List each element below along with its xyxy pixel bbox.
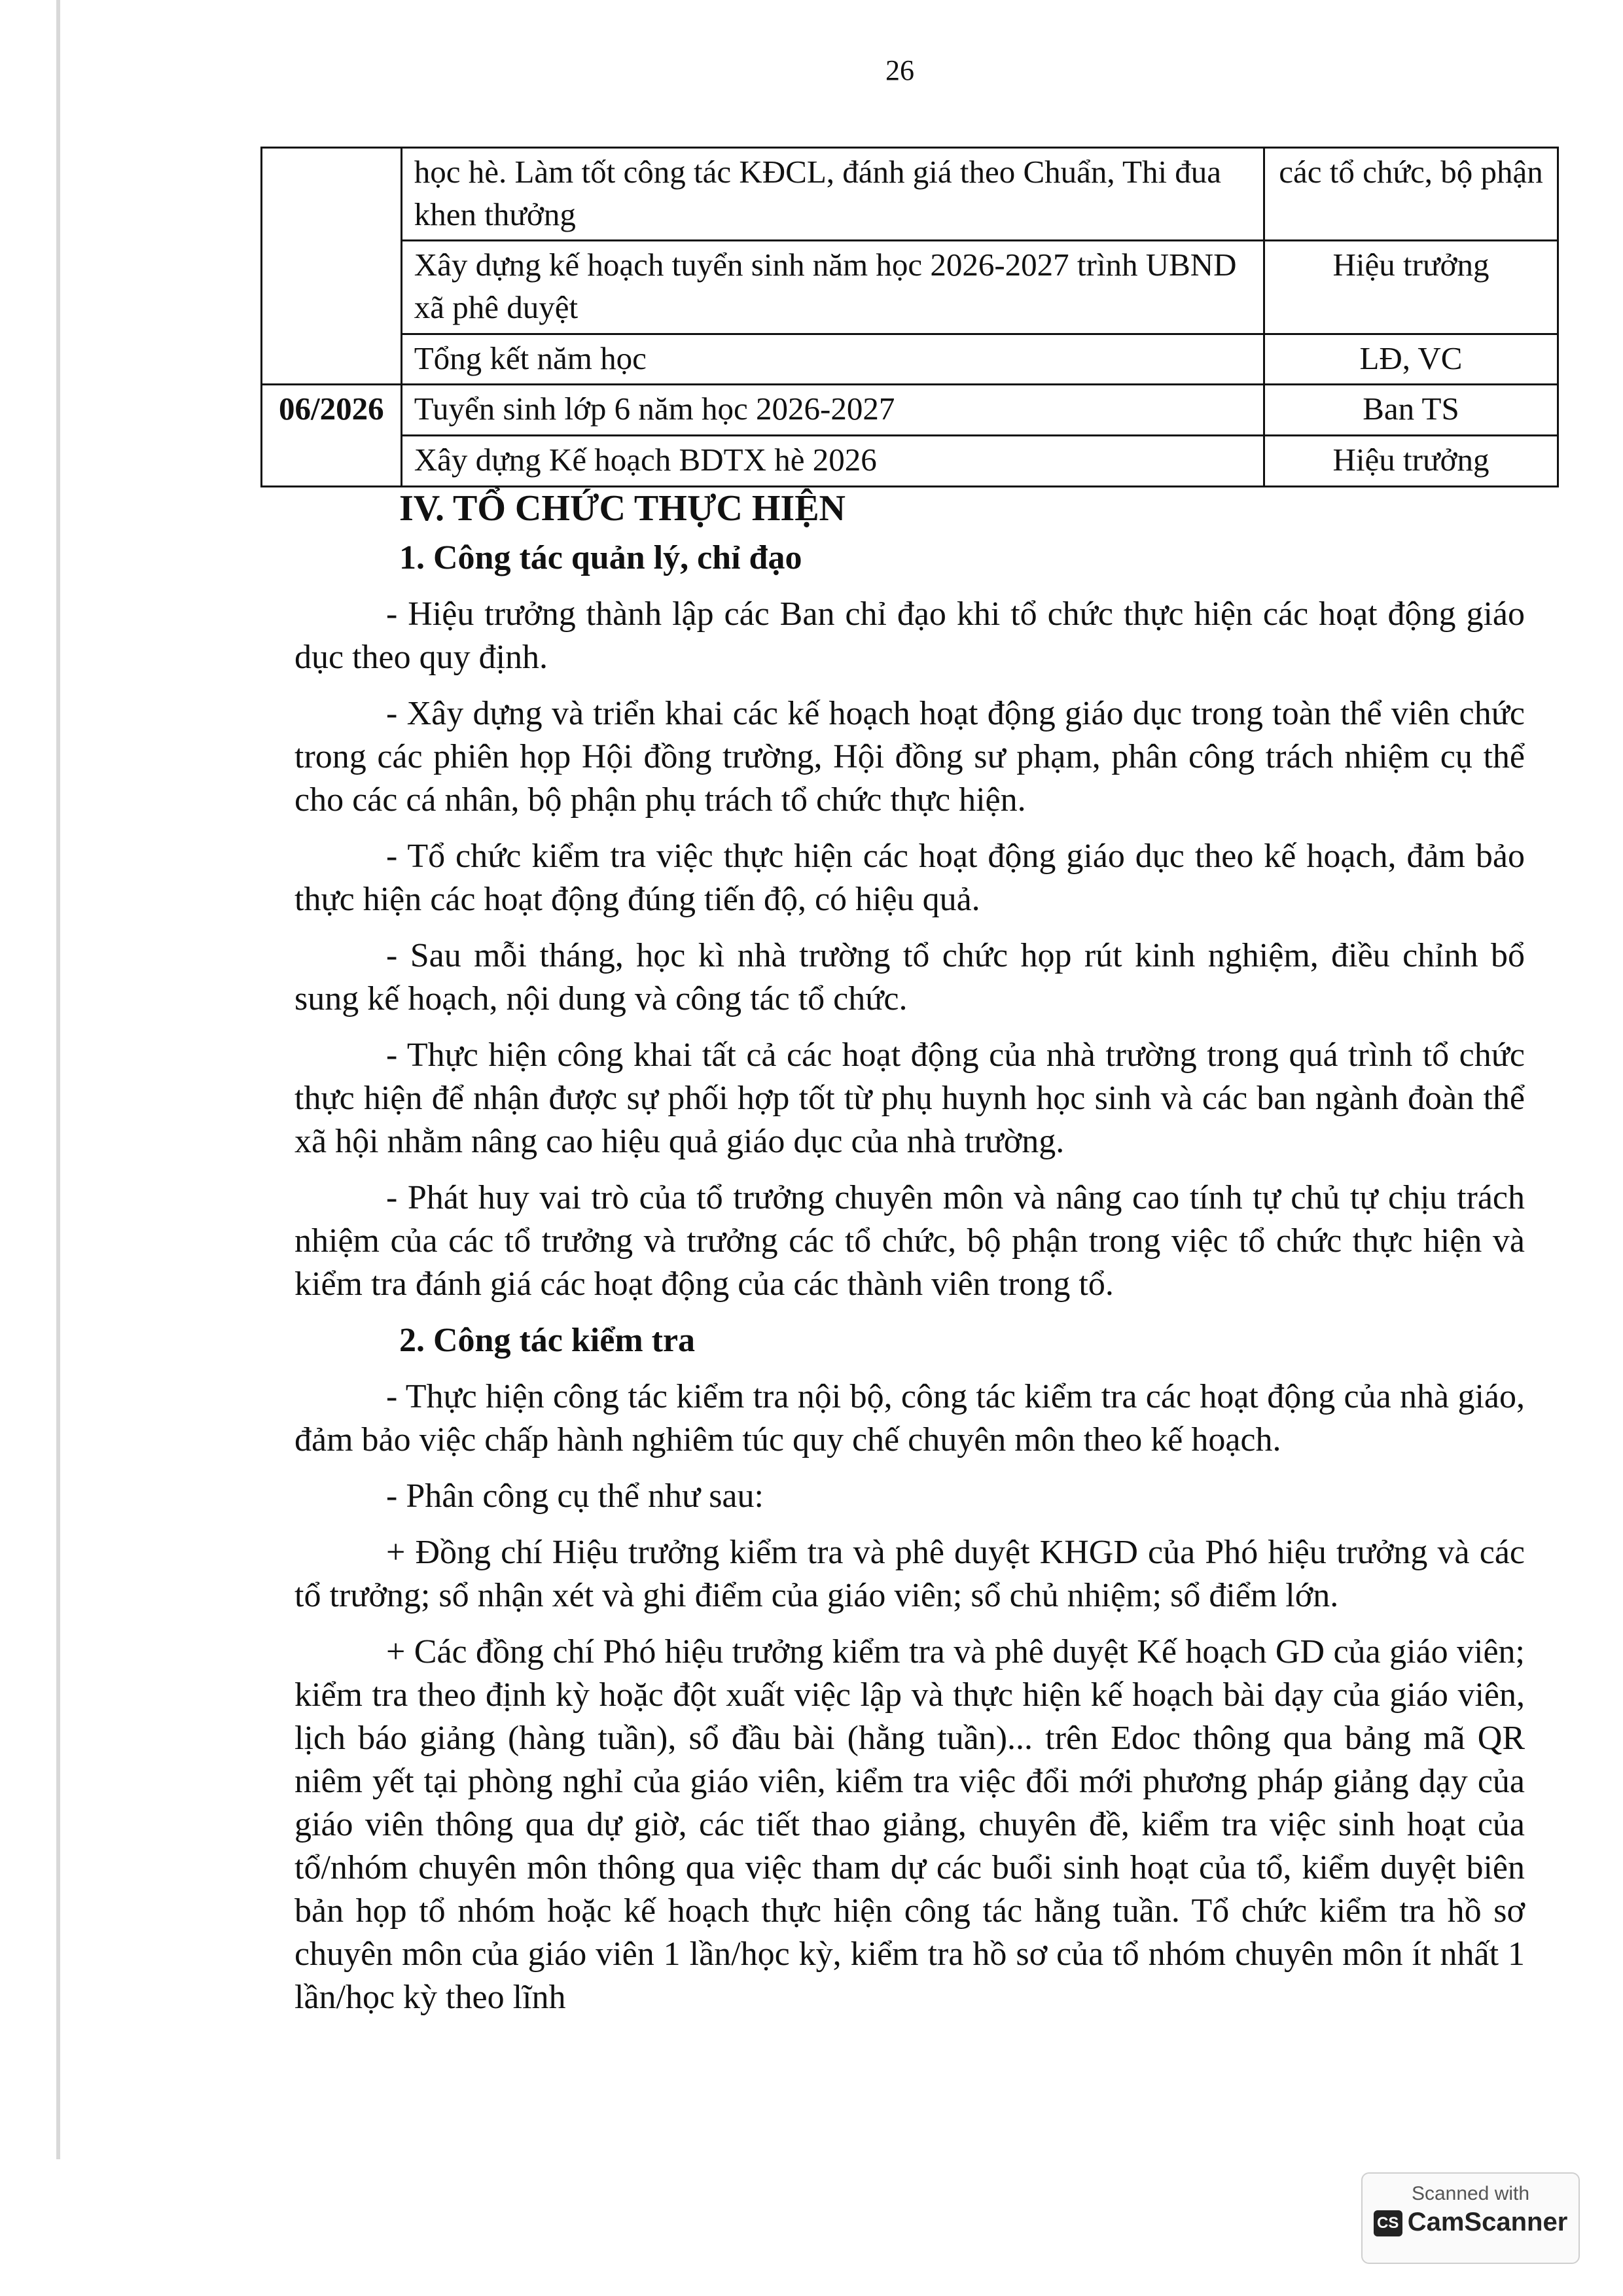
paragraph: + Đồng chí Hiệu trưởng kiểm tra và phê duyệt KHGD của Phó hiệu trưởng và các tổ trưởng; sổ nhận xét và ghi điểm của giáo viên; sổ chủ nhiệm; sổ điểm lớn. xyxy=(294,1534,1525,1614)
paragraph: - Tổ chức kiểm tra việc thực hiện các hoạt động giáo dục theo kế hoạch, đảm bảo thực hiện các hoạt động đúng tiến độ, có hiệu quả. xyxy=(294,838,1525,918)
table-cell-responsible: Hiệu trưởng xyxy=(1264,241,1558,334)
table-row xyxy=(262,385,1558,436)
document-body xyxy=(294,487,1525,2032)
section-heading: IV. TỔ CHỨC THỰC HIỆN xyxy=(399,488,846,529)
schedule-table xyxy=(260,147,1559,487)
subsection-heading: 2. Công tác kiểm tra xyxy=(399,1322,696,1359)
camscanner-brand-label: CamScanner xyxy=(1407,2208,1568,2236)
table-cell-month xyxy=(262,148,402,385)
table-cell-responsible: Hiệu trưởng xyxy=(1264,436,1558,487)
camscanner-badge xyxy=(1361,2172,1580,2264)
camscanner-brand xyxy=(1363,2208,1578,2237)
table-cell-task: học hè. Làm tốt công tác KĐCL, đánh giá theo Chuẩn, Thi đua khen thưởng xyxy=(401,148,1264,241)
scanned-with-label: Scanned with xyxy=(1411,2183,1530,2204)
camscanner-logo-icon: CS xyxy=(1374,2210,1402,2236)
paragraph: - Hiệu trưởng thành lập các Ban chỉ đạo khi tổ chức thực hiện các hoạt động giáo dục theo quy định. xyxy=(294,595,1525,676)
table-row xyxy=(262,241,1558,334)
scan-edge-line xyxy=(56,0,60,2159)
table-cell-task: Xây dựng kế hoạch tuyển sinh năm học 2026-2027 trình UBND xã phê duyệt xyxy=(401,241,1264,334)
paragraph: - Thực hiện công tác kiểm tra nội bộ, công tác kiểm tra các hoạt động của nhà giáo, đảm bảo việc chấp hành nghiêm túc quy chế chuyên môn theo kế hoạch. xyxy=(294,1378,1525,1458)
table-cell-task: Tuyển sinh lớp 6 năm học 2026-2027 xyxy=(401,385,1264,436)
table-cell-responsible: LĐ, VC xyxy=(1264,334,1558,385)
table-cell-responsible: các tổ chức, bộ phận xyxy=(1264,148,1558,241)
table-cell-month: 06/2026 xyxy=(262,385,402,486)
subsection-heading: 1. Công tác quản lý, chỉ đạo xyxy=(399,539,802,576)
page-number: 26 xyxy=(885,54,914,86)
table-cell-task: Xây dựng Kế hoạch BDTX hè 2026 xyxy=(401,436,1264,487)
table-row xyxy=(262,436,1558,487)
table-row xyxy=(262,148,1558,241)
paragraph: - Thực hiện công khai tất cả các hoạt động của nhà trường trong quá trình tổ chức thực hiện để nhận được sự phối hợp tốt từ phụ huynh học sinh và các ban ngành đoàn thể xã hội nhằm nâng cao hiệu quả giáo dục của nhà trường. xyxy=(294,1036,1525,1160)
table-cell-task: Tổng kết năm học xyxy=(401,334,1264,385)
paragraph: + Các đồng chí Phó hiệu trưởng kiểm tra và phê duyệt Kế hoạch GD của giáo viên; kiểm tra theo định kỳ hoặc đột xuất việc lập và thực hiện kế hoạch bài dạy của giáo viên, lịch báo giảng (hàng tuần), sổ đầu bài (hằng tuần)... trên Edoc thông qua bảng mã QR niêm yết tại phòng nghỉ của giáo viên, kiểm tra việc đổi mới phương pháp giảng dạy của giáo viên thông qua dự giờ, các tiết thao giảng, chuyên đề, kiểm tra việc sinh hoạt của tổ/nhóm chuyên môn thông qua việc tham dự các buổi sinh hoạt của tổ, kiểm duyệt biên bản họp tổ nhóm hoặc kế hoạch thực hiện công tác hằng tuần. Tổ chức kiểm tra hồ sơ chuyên môn của giáo viên 1 lần/học kỳ, kiểm tra hồ sơ của tổ nhóm chuyên môn ít nhất 1 lần/học kỳ theo lĩnh xyxy=(294,1633,1525,2016)
paragraph: - Sau mỗi tháng, học kì nhà trường tổ chức họp rút kinh nghiệm, điều chỉnh bổ sung kế hoạch, nội dung và công tác tổ chức. xyxy=(294,937,1525,1017)
paragraph: - Xây dựng và triển khai các kế hoạch hoạt động giáo dục trong toàn thể viên chức trong các phiên họp Hội đồng trường, Hội đồng sư phạm, phân công trách nhiệm cụ thể cho các cá nhân, bộ phận phụ trách tổ chức thực hiện. xyxy=(294,695,1525,819)
table-cell-responsible: Ban TS xyxy=(1264,385,1558,436)
paragraph: - Phát huy vai trò của tổ trưởng chuyên môn và nâng cao tính tự chủ tự chịu trách nhiệm của các tổ trưởng và trưởng các tổ chức, bộ phận trong việc tổ chức thực hiện và kiểm tra đánh giá các hoạt động của các thành viên trong tổ. xyxy=(294,1179,1525,1303)
paragraph: - Phân công cụ thể như sau: xyxy=(386,1477,764,1515)
table-row xyxy=(262,334,1558,385)
